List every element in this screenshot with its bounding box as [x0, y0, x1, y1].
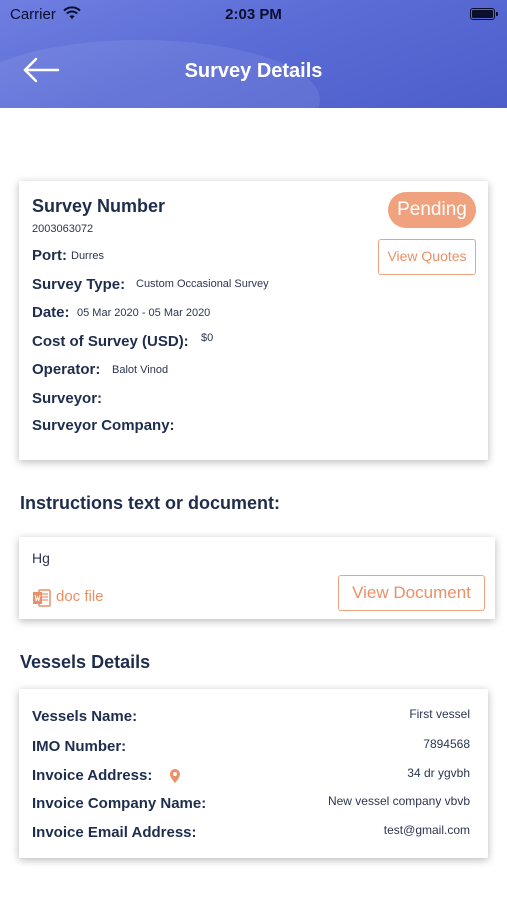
instructions-text: Hg [32, 550, 50, 566]
carrier-label: Carrier [10, 6, 56, 23]
vessels-section-title: Vessels Details [20, 652, 151, 672]
instructions-section-title: Instructions text or document: [20, 493, 281, 513]
surveyor-label: Surveyor: [32, 390, 103, 407]
cost-value: $0 [201, 332, 214, 344]
vessels-card [19, 689, 488, 858]
invoice-company-value: New vessel company vbvb [327, 794, 470, 808]
survey-type-label: Survey Type: [32, 276, 126, 293]
invoice-email-label: Invoice Email Address: [32, 824, 197, 841]
invoice-address-label: Invoice Address: [32, 767, 153, 784]
office-document-icon [32, 588, 52, 608]
invoice-email-value: test@gmail.com [383, 823, 470, 837]
imo-number-label: IMO Number: [32, 738, 127, 755]
date-value: 05 Mar 2020 - 05 Mar 2020 [77, 307, 211, 319]
cost-label: Cost of Survey (USD): [32, 333, 189, 350]
survey-number-value: 2003063072 [32, 223, 94, 235]
doc-file-label: doc file [56, 588, 104, 605]
survey-type-value: Custom Occasional Survey [136, 278, 269, 290]
operator-label: Operator: [32, 361, 101, 378]
invoice-address-value: 34 dr ygvbh [407, 766, 470, 780]
view-quotes-button[interactable]: View Quotes [378, 239, 476, 275]
instructions-card [19, 537, 495, 619]
survey-card [19, 181, 488, 460]
clock: 2:03 PM [225, 6, 282, 23]
status-bar [0, 0, 507, 28]
port-value: Durres [71, 250, 105, 262]
app-header [0, 0, 507, 108]
imo-number-value: 7894568 [423, 737, 470, 751]
surveyor-company-label: Surveyor Company: [32, 417, 175, 434]
page-title: Survey Details [184, 60, 323, 82]
port-label: Port: [32, 247, 67, 264]
vessel-name-value: First vessel [409, 707, 470, 721]
battery-icon [470, 8, 495, 20]
date-label: Date: [32, 304, 70, 321]
status-badge: Pending [388, 192, 476, 228]
survey-number-label: Survey Number [32, 196, 166, 216]
invoice-company-label: Invoice Company Name: [32, 795, 207, 812]
view-document-button[interactable]: View Document [338, 575, 485, 611]
vessel-name-label: Vessels Name: [32, 708, 138, 725]
map-pin-icon[interactable] [168, 768, 182, 784]
operator-value: Balot Vinod [112, 364, 169, 376]
